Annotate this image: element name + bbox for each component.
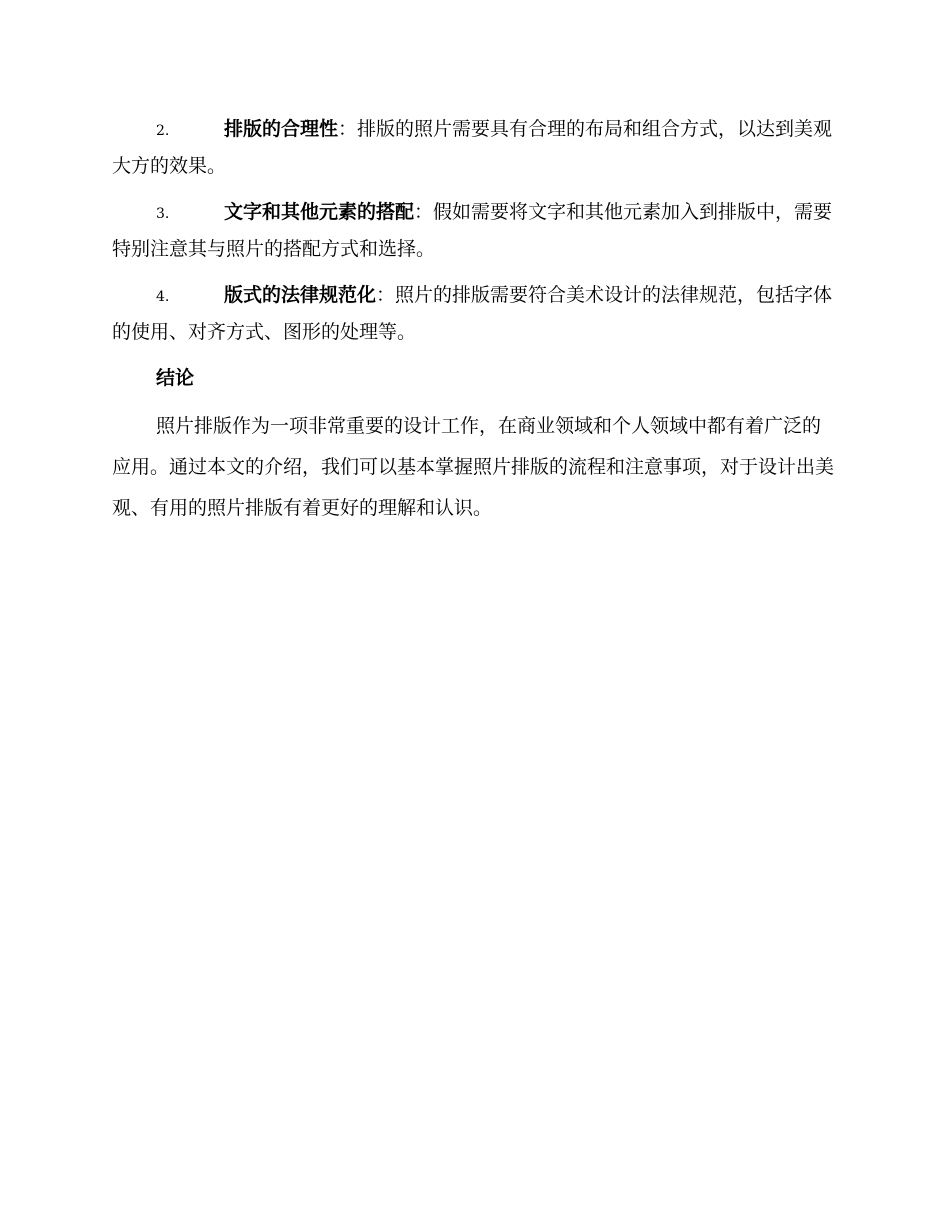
conclusion-paragraph: 照片排版作为一项非常重要的设计工作，在商业领域和个人领域中都有着广泛的应用。通过本文的介绍，我们可以基本掌握照片排版的流程和注意事项，对于设计出美观、有用的照片排版有着更好的理解和认识。	[112, 415, 835, 519]
list-item-separator: ：	[376, 284, 396, 306]
list-item	[112, 195, 834, 267]
conclusion-heading: 结论	[156, 367, 195, 389]
list-item	[112, 278, 834, 350]
list-item-term: 排版的合理性	[224, 118, 339, 140]
list-item	[112, 112, 834, 184]
list-number: 3.	[156, 206, 170, 222]
list-item-separator: ：	[414, 201, 434, 223]
list-number: 2.	[156, 123, 170, 139]
list-item-term: 版式的法律规范化	[224, 284, 377, 306]
document-body	[112, 112, 834, 529]
list-item-text: 假如需要将文字和其他元素加入到排版中，需要特别注意其与照片的搭配方式和选择。	[112, 201, 833, 260]
list-item-text: 排版的照片需要具有合理的布局和组合方式，以达到美观大方的效果。	[112, 118, 833, 177]
list-item-text: 照片的排版需要符合美术设计的法律规范，包括字体的使用、对齐方式、图形的处理等。	[112, 284, 833, 343]
list-item-separator: ：	[338, 118, 358, 140]
list-number: 4.	[156, 289, 170, 305]
list-item-term: 文字和其他元素的搭配	[224, 201, 415, 223]
